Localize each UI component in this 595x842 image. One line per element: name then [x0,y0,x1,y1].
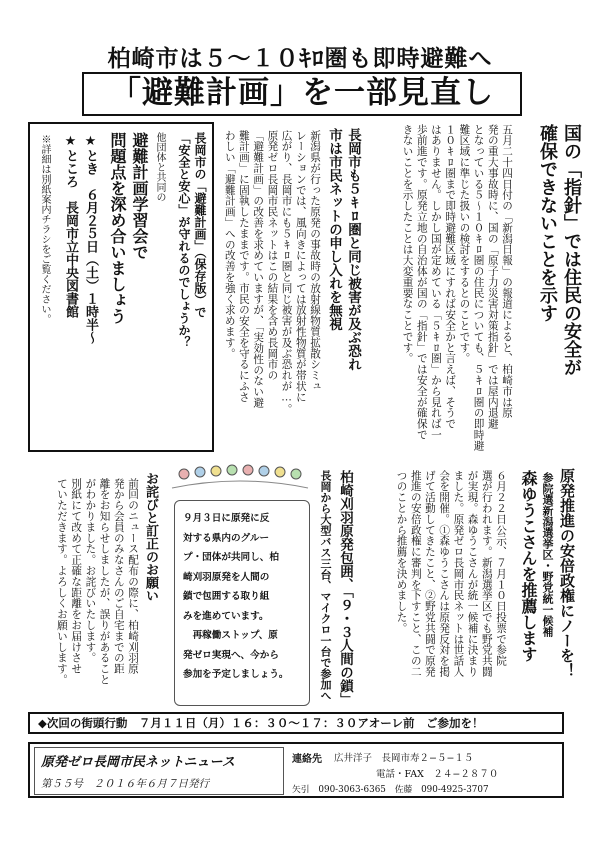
contact-label: 連絡先 [292,754,322,765]
event-subtitle: 他団体と共同の [154,132,165,202]
issue-info: 第５５号 ２０１６年６月７日発行 [41,778,209,790]
chain-body: ９月３日に原発に反 対する県内のグルー プ・団体が共同し、柏 崎刈羽原発を人間の 鎖で包囲する取り組 みを進めています。 再稼働ストップ、原 発ゼロ実現へ、今から 参加を予定しましょう。 [183,513,289,680]
col1-title: 国の「指針」では住民の安全が 確保できないことを示す [537,124,582,376]
apology-body: 前回のニュース配布の際に、柏崎刈羽原 発から会員のみなさんのご自宅までの距 離をお知らせしましたが、誤りがあること がわかりました。お詫びいたします。 別紙にて改めて正確な距離をお届けさせ ていただきます。よろしくお願いします。 [55,478,139,686]
chain-box [174,500,310,706]
election-body: ６月２２日公示、７月１０日投票で参院 選が行われます。新潟選挙区でも野党共闘 が実現。森ゆうこさんが統一候補に決まり ました。原発ゼロ長岡市民ネットは世話人 会を開催。①森ゆうこさんは原発反対を掲 げて活動してきたこと、②野党共闘で原発 推進の安倍政権に審判を下すこと、この二 つのことから推薦を決めました。 [395,470,507,678]
people-illustration [170,462,310,498]
apology-title: お詫びと訂正のお願い [143,472,158,602]
headline-line2: 「避難計画」を一部見直し [82,72,522,116]
col2-title: 長岡市も５ｷﾛ圏と同じ被害が及ぶ恐れ 市は市民ネットの申し入れを無視 [326,128,361,371]
footer-title-block [34,747,284,795]
contact-address: 広井洋子 長岡市寿２−５−１５ [334,753,474,764]
event-note: ※詳細は別紙案内チラシをご覧ください。 [39,134,50,324]
event-when: ★とき ６月２５日（土）１時半～ [83,134,98,344]
event-title: 避難計画学習会で 問題点を深め合いましょう [108,132,149,324]
contact-mobile: 矢引 090-3063-6365 佐藤 090-4925-3707 [292,785,489,795]
event-box [28,122,214,452]
newsletter-name: 原発ゼロ長岡市民ネットニュース [41,755,235,770]
contact-phone: 電話・FAX ２４−２８７０ [376,769,499,780]
kariwa-subtitle: 長岡から大型バス三台、マイクロ一台で参加へ [319,470,332,701]
event-question: 長岡市の「避難計画」（保存版）で 「安全と安心」が守れるのでしょうか？ [177,132,207,348]
election-subtitle: 参院選新潟選挙区・野党統一候補 [541,472,554,637]
street-action-banner: ◆次回の街頭行動 ７月１１日（月）１６：３０～１７：３０アオーレ前 ご参加を！ [28,712,564,734]
election-title: 原発推進の安倍政権にノーを！ [558,468,576,678]
event-where: ★ところ 長岡市立中央図書館 [63,134,78,318]
election-name: 森ゆうこさんを推薦します [519,470,538,662]
col2-body: 新潟県が行った原発の事故時の放射線物質拡散シミュ レーションでは、風向きによっては放射性物質が帯状に 広がり、長岡市にも５ｷﾛ圏と同じ被害が及ぶ恐れが…。 原発ゼロ長岡市民ネットはこの結果を含め長岡市の 「避難計画」の改善を求めていますが、「実効性のない避 難計画」に固執したままです。市民の安全を守るにふさ わしい「避難計画」への改善を強く求めます。 [223,130,321,415]
kariwa-title: 柏崎刈羽原発包囲、「９・３人間の鎖」 [337,470,353,707]
col1-body: 五月二十四日付の「新潟日報」の報道によると、柏崎市は原 発の重大事故時に、国の「原子力災害対策指針」では屋内退避 となっている５～１０ｷﾛ圏の住民についても、５ｷﾛ圏の即時避 難区域に準じた扱いの検討をするとのことです。 １０ｷﾛ圏まで即時避難区域にすれば安全かと言えば、そうで はありません。しかし国が定めている「５ｷﾛ圏」から見れば一 歩前進です。原発立地の自治体が国の「指針」では安全が確保で きないことを示したことは大変重要なことです。 [401,124,513,451]
footer [28,742,564,798]
headline-line1: 柏崎市は５～１０ｷﾛ圏も即時避難へ [107,46,493,72]
